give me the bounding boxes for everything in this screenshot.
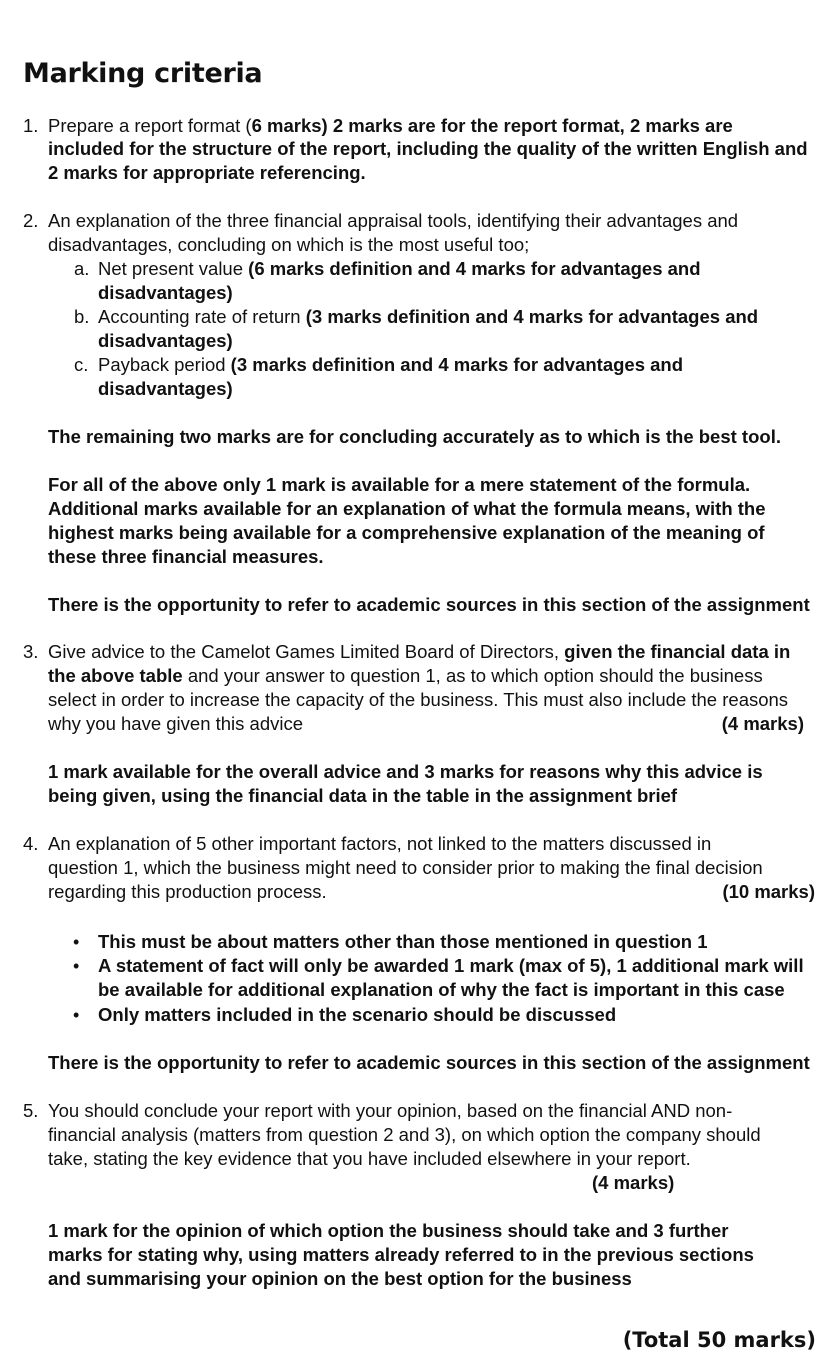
q2a-line-2: disadvantages) xyxy=(98,282,233,303)
q5-marks: (4 marks) xyxy=(592,1172,675,1193)
q2-remaining-note: The remaining two marks are for concluding accurately as to which is the best tool. xyxy=(48,426,781,447)
q3-line-2-plain: and your answer to question 1, as to which option should the business xyxy=(182,665,763,686)
q1-line-2: included for the structure of the report, including the quality of the written English and xyxy=(48,138,808,159)
q2-formula-note-4: these three financial measures. xyxy=(48,546,324,567)
q1-line-3: 2 marks for appropriate referencing. xyxy=(48,162,366,183)
q2c-line-2: disadvantages) xyxy=(98,378,233,399)
bullet-icon: • xyxy=(73,956,80,976)
q4-sources-note: There is the opportunity to refer to academic sources in this section of the assignment xyxy=(48,1052,810,1073)
q3-line-1 xyxy=(48,640,790,664)
q3-line-1-bold: given the financial data in xyxy=(564,641,791,662)
q5-note-3: and summarising your opinion on the best option for the business xyxy=(48,1268,632,1289)
q2c-line-1 xyxy=(98,353,683,377)
q2b-line-2: disadvantages) xyxy=(98,330,233,351)
q1-line-1-bold: 6 marks) 2 marks are for the report format, 2 marks are xyxy=(251,115,733,136)
q4-bullet-2-cont: be available for additional explanation of why the fact is important in this case xyxy=(98,979,785,1000)
q2-formula-note-3: highest marks being available for a comprehensive explanation of the meaning of xyxy=(48,522,765,543)
q2b-line-1 xyxy=(98,305,758,329)
q2b-letter: b. xyxy=(74,306,90,327)
q3-note-1: 1 mark available for the overall advice and 3 marks for reasons why this advice is xyxy=(48,761,763,782)
q5-line-3: take, stating the key evidence that you have included elsewhere in your report. xyxy=(48,1148,691,1169)
bullet-icon: • xyxy=(73,932,80,952)
q3-line-2-bold: the above table xyxy=(48,665,183,686)
q4-bullet-3: Only matters included in the scenario should be discussed xyxy=(98,1004,617,1025)
q3-line-1-plain: Give advice to the Camelot Games Limited Board of Directors, xyxy=(48,641,565,662)
q4-line-2: question 1, which the business might need to consider prior to making the final decision xyxy=(48,857,763,878)
q5-line-2: financial analysis (matters from question 2 and 3), on which option the company should xyxy=(48,1124,761,1145)
q2-formula-note-1: For all of the above only 1 mark is available for a mere statement of the formula. xyxy=(48,474,751,495)
q2a-marks: (6 marks definition and 4 marks for advantages and xyxy=(248,258,701,279)
q3-line-2 xyxy=(48,664,763,688)
q3-note-2: being given, using the financial data in the table in the assignment brief xyxy=(48,785,678,806)
q1-line-1-plain: Prepare a report format ( xyxy=(48,115,252,136)
q2b-text: Accounting rate of return xyxy=(98,306,306,327)
q2-line-1: An explanation of the three financial appraisal tools, identifying their advantages and xyxy=(48,210,739,231)
q4-marks: (10 marks) xyxy=(722,881,815,902)
bullet-icon: • xyxy=(73,1005,80,1025)
total-marks: (Total 50 marks) xyxy=(622,1328,816,1352)
q4-bullet-1: This must be about matters other than those mentioned in question 1 xyxy=(98,931,708,952)
q2-number: 2. xyxy=(23,210,39,231)
q3-line-3: select in order to increase the capacity of the business. This must also include the reasons xyxy=(48,689,789,710)
page-title: Marking criteria xyxy=(23,58,263,89)
q5-number: 5. xyxy=(23,1100,39,1121)
q2a-text: Net present value xyxy=(98,258,249,279)
q2-sources-note: There is the opportunity to refer to academic sources in this section of the assignment xyxy=(48,594,810,615)
q3-marks: (4 marks) xyxy=(721,713,804,734)
q2b-marks: (3 marks definition and 4 marks for advantages and xyxy=(305,306,759,327)
q4-number: 4. xyxy=(23,833,39,854)
q2c-letter: c. xyxy=(74,354,89,375)
q5-line-1: You should conclude your report with your opinion, based on the financial AND non- xyxy=(48,1100,733,1121)
q2a-letter: a. xyxy=(74,258,90,279)
q4-line-3: regarding this production process. xyxy=(48,881,327,902)
q4-bullet-2: A statement of fact will only be awarded 1 mark (max of 5), 1 additional mark will xyxy=(98,955,804,976)
q2-formula-note-2: Additional marks available for an explanation of what the formula means, with the xyxy=(48,498,766,519)
q3-number: 3. xyxy=(23,641,39,662)
q1-number: 1. xyxy=(23,115,39,136)
q5-note-1: 1 mark for the opinion of which option the business should take and 3 further xyxy=(48,1220,729,1241)
q2c-marks: (3 marks definition and 4 marks for advantages and xyxy=(230,354,684,375)
q2-line-2: disadvantages, concluding on which is the most useful too; xyxy=(48,234,530,255)
q2c-text: Payback period xyxy=(98,354,231,375)
q1-line-1 xyxy=(48,114,733,138)
q3-line-4: why you have given this advice xyxy=(48,713,304,734)
q2a-line-1 xyxy=(98,257,701,281)
q4-line-1: An explanation of 5 other important factors, not linked to the matters discussed in xyxy=(48,833,712,854)
q5-note-2: marks for stating why, using matters already referred to in the previous sections xyxy=(48,1244,754,1265)
